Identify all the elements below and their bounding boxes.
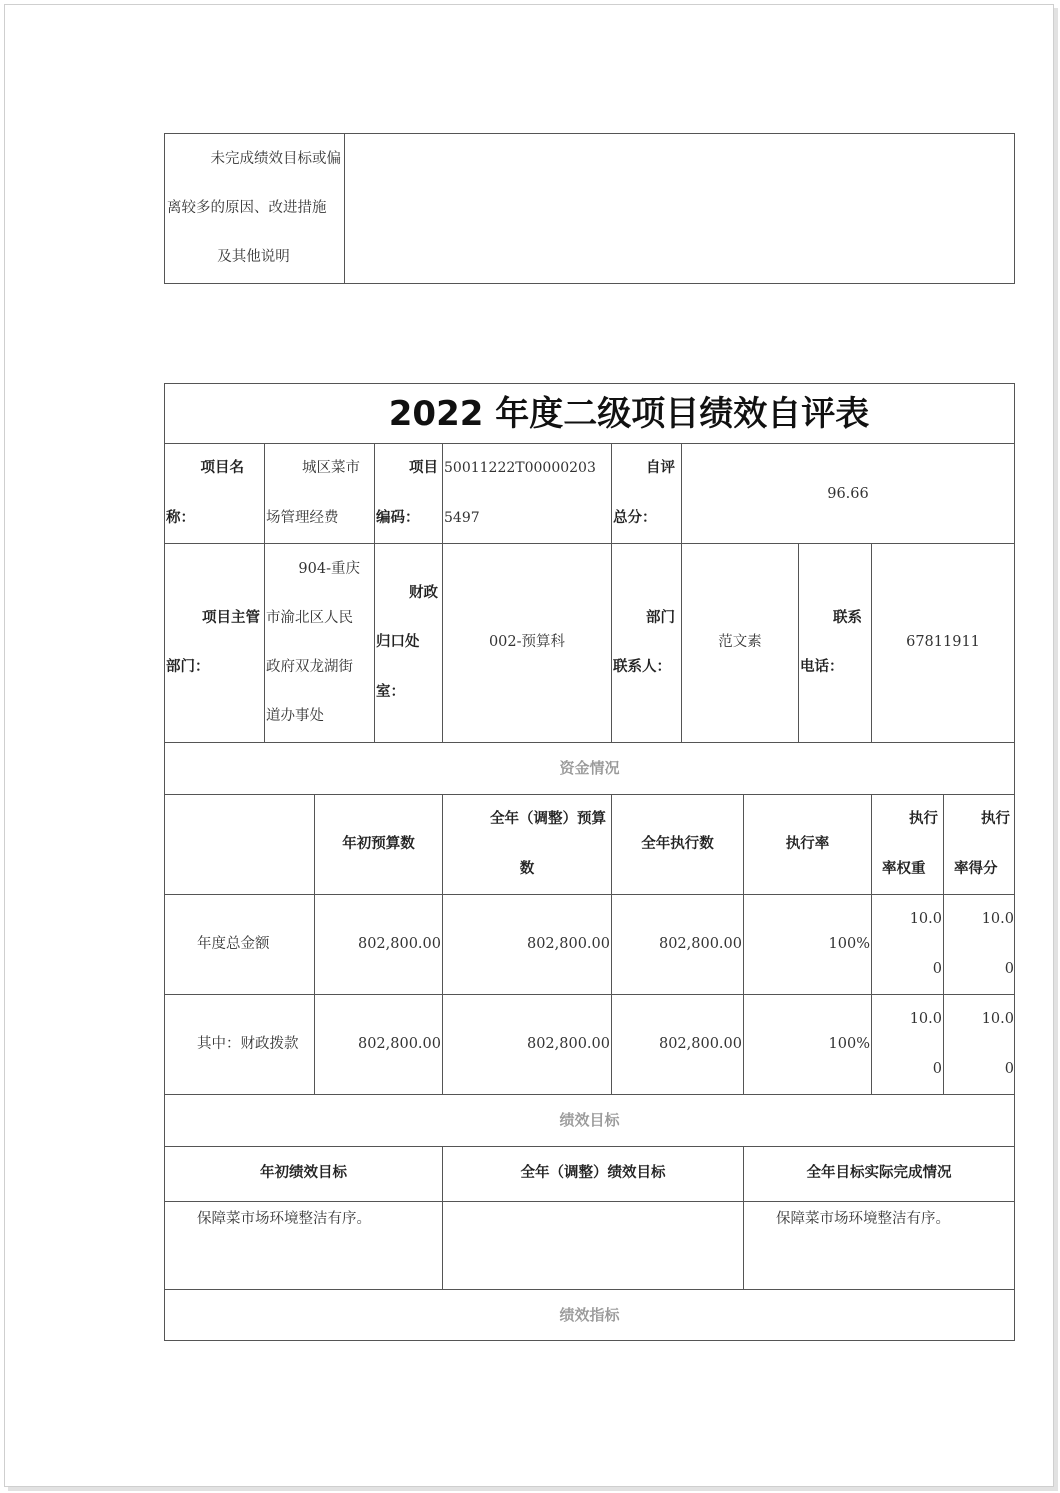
funds-row-2-initial: 802,800.00 <box>357 1036 441 1052</box>
goals-actual-value: 保障菜市场环境整洁有序。 <box>776 1211 950 1227</box>
phone-value: 67811911 <box>906 634 980 650</box>
goals-initial-value: 保障菜市场环境整洁有序。 <box>197 1211 371 1227</box>
dept-value-line-1: 904-重庆 <box>298 561 360 577</box>
reason-label-line-2: 离较多的原因、改进措施 <box>167 200 327 216</box>
project-code-value-line-2: 5497 <box>444 510 480 526</box>
score-value: 96.66 <box>827 486 869 502</box>
funds-header-weight-line-2: 率权重 <box>882 861 926 877</box>
finance-label-line-1: 财政 <box>409 585 438 601</box>
goals-adjusted-cell <box>442 1201 744 1290</box>
dept-value-line-3: 政府双龙湖街 <box>266 659 353 675</box>
funds-row-1-rate: 100% <box>828 936 870 952</box>
funds-row-1-weight-line-1: 10.0 <box>909 911 942 927</box>
contact-label-line-2: 联系人： <box>613 659 671 675</box>
funds-header-initial: 年初预算数 <box>342 836 415 852</box>
funds-header-adjusted-line-1: 全年（调整）预算 <box>490 811 606 827</box>
funds-row-1-score-line-1: 10.0 <box>981 911 1014 927</box>
indicators-section-title: 绩效指标 <box>559 1306 620 1324</box>
project-code-value-line-1: 50011222T00000203 <box>444 460 596 476</box>
funds-section-title: 资金情况 <box>559 759 620 777</box>
page-shadow-right <box>1054 8 1058 1488</box>
funds-row-1-score-line-2: 0 <box>1004 961 1014 977</box>
funds-row-2-label: 其中：财政拨款 <box>197 1036 299 1052</box>
score-label-line-1: 自评 <box>646 460 675 476</box>
funds-row-2-weight-line-1: 10.0 <box>909 1011 942 1027</box>
phone-label-line-1: 联系 <box>833 610 862 626</box>
project-name-value-line-1: 城区菜市 <box>302 460 360 476</box>
funds-row-2-score-line-2: 0 <box>1004 1061 1014 1077</box>
reason-label-line-1: 未完成绩效目标或偏 <box>210 151 341 167</box>
funds-header-executed: 全年执行数 <box>641 836 714 852</box>
phone-label-line-2: 电话： <box>800 659 844 675</box>
dept-value-line-4: 道办事处 <box>266 708 324 724</box>
funds-header-rate: 执行率 <box>785 836 830 852</box>
dept-value-line-2: 市渝北区人民 <box>266 610 353 626</box>
reason-content-cell <box>344 133 1015 284</box>
funds-header-score-line-1: 执行 <box>981 811 1010 827</box>
contact-label-line-1: 部门 <box>646 610 675 626</box>
finance-label-line-2: 归口处 <box>376 634 420 650</box>
project-code-label-line-2: 编码： <box>376 510 420 526</box>
dept-label-line-1: 项目主管 <box>202 610 260 626</box>
funds-row-2-weight-line-2: 0 <box>932 1061 942 1077</box>
funds-row-1-initial: 802,800.00 <box>357 936 441 952</box>
project-name-value-line-2: 场管理经费 <box>266 510 339 526</box>
project-name-label-line-2: 称： <box>166 510 195 526</box>
funds-row-1-adjusted: 802,800.00 <box>526 936 610 952</box>
funds-row-1-weight-line-2: 0 <box>932 961 942 977</box>
goals-section-title: 绩效目标 <box>559 1111 620 1129</box>
funds-header-blank-cell <box>164 794 315 895</box>
project-code-label-line-1: 项目 <box>409 460 438 476</box>
score-label-line-2: 总分： <box>613 510 657 526</box>
funds-header-score-line-2: 率得分 <box>954 861 998 877</box>
funds-row-1-label: 年度总金额 <box>197 936 270 952</box>
funds-row-2-score-line-1: 10.0 <box>981 1011 1014 1027</box>
funds-row-2-executed: 802,800.00 <box>658 1036 742 1052</box>
dept-label-line-2: 部门： <box>166 659 210 675</box>
funds-row-2-adjusted: 802,800.00 <box>526 1036 610 1052</box>
project-name-label-line-1: 项目名 <box>200 460 244 476</box>
contact-value: 范文素 <box>718 634 762 650</box>
form-title: 2022 年度二级项目绩效自评表 <box>388 394 870 434</box>
goals-header-initial: 年初绩效目标 <box>260 1165 347 1181</box>
goals-header-adjusted: 全年（调整）绩效目标 <box>520 1165 666 1181</box>
page-shadow-bottom <box>8 1487 1058 1491</box>
goals-header-actual: 全年目标实际完成情况 <box>806 1165 952 1181</box>
funds-row-2-rate: 100% <box>828 1036 870 1052</box>
reason-label-line-3: 及其他说明 <box>217 249 290 265</box>
funds-header-adjusted-line-2: 数 <box>519 861 535 877</box>
funds-row-1-executed: 802,800.00 <box>658 936 742 952</box>
finance-label-line-3: 室： <box>376 684 405 700</box>
finance-value: 002-预算科 <box>488 634 566 650</box>
funds-header-weight-line-1: 执行 <box>909 811 938 827</box>
